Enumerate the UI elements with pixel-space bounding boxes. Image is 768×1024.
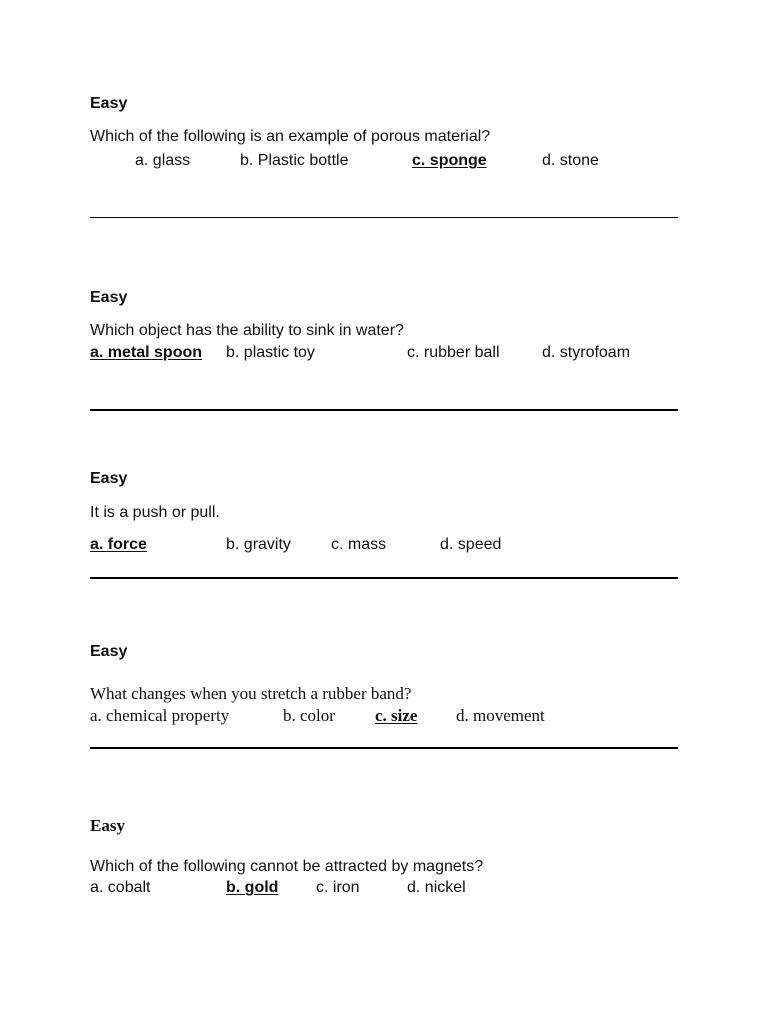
option-c: c. rubber ball [407,344,500,361]
option-b-correct: b. gold [226,879,279,896]
option-a: a. glass [135,152,191,169]
option-a-correct: a. force [90,536,147,553]
difficulty-label: Easy [90,643,128,660]
question-text: Which of the following cannot be attracted by magnets? [90,858,484,875]
difficulty-label: Easy [90,289,128,306]
option-c-correct: c. size [375,706,418,725]
option-b: b. Plastic bottle [240,152,349,169]
question-text: Which of the following is an example of porous material? [90,128,491,145]
section-divider [90,409,678,411]
option-d: d. nickel [407,879,466,896]
option-b: b. plastic toy [226,344,315,361]
option-b: b. gravity [226,536,291,553]
question-text: Which object has the ability to sink in water? [90,322,404,339]
option-c: c. iron [316,879,360,896]
question-text: It is a push or pull. [90,504,220,521]
option-d: d. movement [456,706,545,725]
option-c: c. mass [331,536,387,553]
option-d: d. speed [440,536,502,553]
option-d: d. styrofoam [542,344,631,361]
option-a: a. chemical property [90,706,230,725]
section-divider [90,577,678,579]
section-divider [90,217,678,218]
option-c-correct: c. sponge [412,152,487,169]
difficulty-label: Easy [90,470,128,487]
section-divider [90,747,678,749]
difficulty-label: Easy [90,816,125,835]
option-a: a. cobalt [90,879,151,896]
difficulty-label: Easy [90,95,128,112]
question-text: What changes when you stretch a rubber band? [90,684,412,703]
option-b: b. color [283,706,335,725]
option-a-correct: a. metal spoon [90,344,203,361]
option-d: d. stone [542,152,599,169]
